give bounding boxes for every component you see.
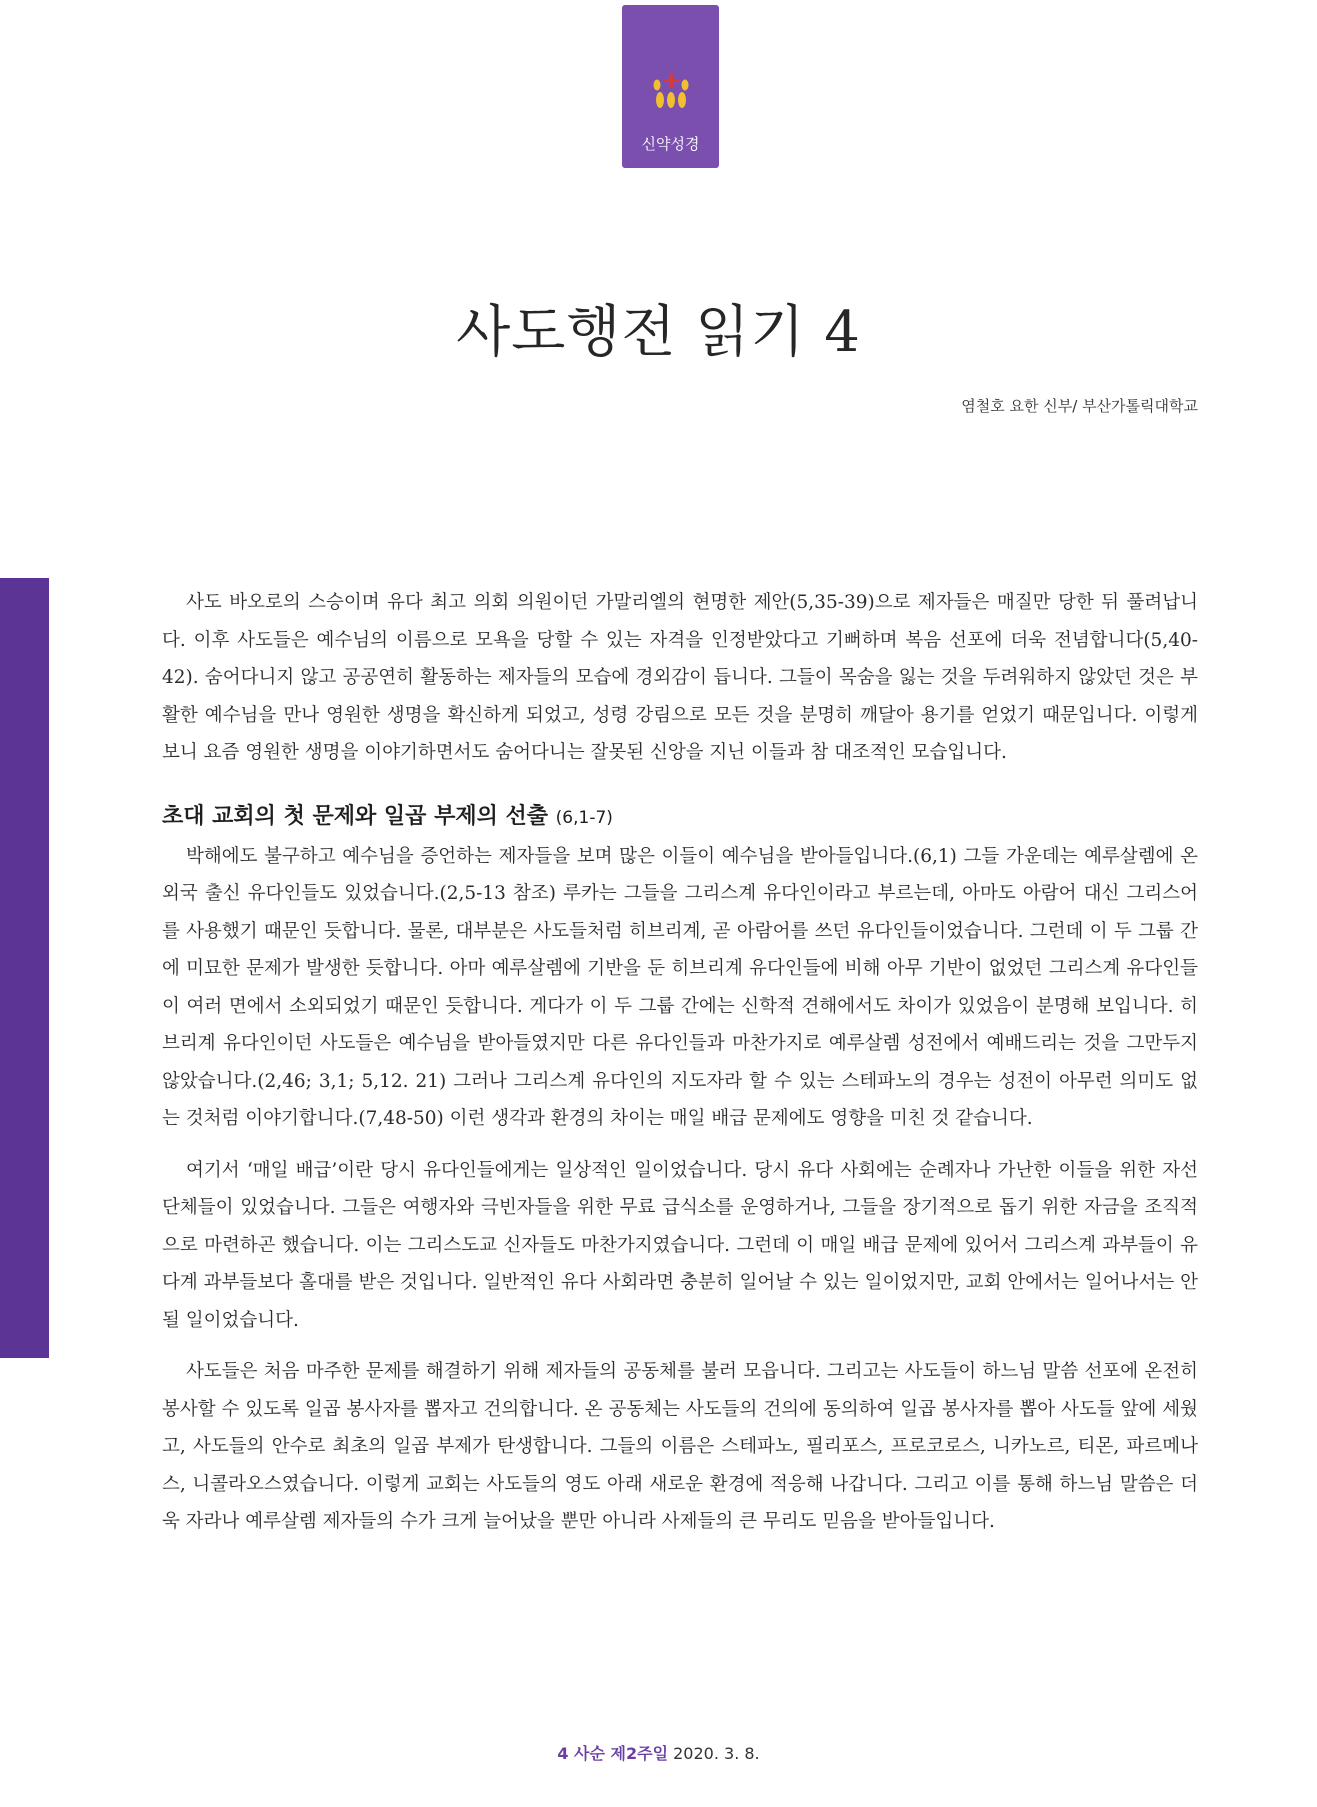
intro-paragraph: 사도 바오로의 스승이며 유다 최고 의회 의원이던 가말리엘의 현명한 제안(5,35-39)으로 제자들은 매질만 당한 뒤 풀려납니다. 이후 사도들은 예수님의 이름으로 모욕을 당할 수 있는 자격을 인정받았다고 기뻐하며 복음 선포에 더욱 전념합니다(5,40-42). 숨어다니지 않고 공공연히 활동하는 제자들의 모습에 경외감이 듭니다. 그들이 목숨을 잃는 것을 두려워하지 않았던 것은 부활한 예수님을 만나 영원한 생명을 확신하게 되었고, 성령 강림으로 모든 것을 분명히 깨달아 용기를 얻었기 때문입니다. 이렇게 보니 요즘 영원한 생명을 이야기하면서도 숨어다니는 잘못된 신앙을 지닌 이들과 참 대조적인 모습입니다. [162, 592, 1198, 763]
section-heading-text: 초대 교회의 첫 문제와 일곱 부제의 선출 [162, 803, 548, 829]
article-body [162, 584, 1198, 1555]
section-heading-ref: (6,1-7) [555, 807, 613, 828]
section-heading [162, 799, 1198, 836]
article-author: 염철호 요한 신부/ 부산가톨릭대학교 [961, 397, 1198, 415]
section-tab [622, 5, 719, 168]
page-footer [0, 1741, 1317, 1764]
bible-logo-icon [651, 71, 691, 119]
body-paragraph: 박해에도 불구하고 예수님을 증언하는 제자들을 보며 많은 이들이 예수님을 받아들입니다.(6,1) 그들 가운데는 예루살렘에 온 외국 출신 유다인들도 있었습니다.(2,5-13 참조) 루카는 그들을 그리스계 유다인이라고 부르는데, 아마도 아람어 대신 그리스어를 사용했기 때문인 듯합니다. 물론, 대부분은 사도들처럼 히브리계, 곧 아람어를 쓰던 유다인들이었습니다. 그런데 이 두 그룹 간에 미묘한 문제가 발생한 듯합니다. 아마 예루살렘에 기반을 둔 히브리계 유다인들에 비해 아무 기반이 없었던 그리스계 유다인들이 여러 면에서 소외되었기 때문인 듯합니다. 게다가 이 두 그룹 간에는 신학적 견해에서도 차이가 있었음이 분명해 보입니다. 히브리계 유다인이던 사도들은 예수님을 받아들였지만 다른 유다인들과 마찬가지로 예루살렘 성전에서 예배드리는 것을 그만두지 않았습니다.(2,46; 3,1; 5,12. 21) 그러나 그리스계 유다인의 지도자라 할 수 있는 스테파노의 경우는 성전이 아무런 의미도 없는 것처럼 이야기합니다.(7,48-50) 이런 생각과 환경의 차이는 매일 배급 문제에도 영향을 미친 것 같습니다. [162, 845, 1198, 1129]
footer-issue: 4 사순 제2주일 [557, 1744, 669, 1763]
body-paragraph: 여기서 ‘매일 배급’이란 당시 유다인들에게는 일상적인 일이었습니다. 당시 유다 사회에는 순례자나 가난한 이들을 위한 자선 단체들이 있었습니다. 그들은 여행자와 극빈자들을 위한 무료 급식소를 운영하거나, 그들을 장기적으로 돕기 위한 자금을 조직적으로 마련하곤 했습니다. 이는 그리스도교 신자들도 마찬가지였습니다. 그런데 이 매일 배급 문제에 있어서 그리스계 과부들이 유다계 과부들보다 홀대를 받은 것입니다. 일반적인 유다 사회라면 충분히 일어날 수 있는 일이었지만, 교회 안에서는 일어나서는 안 될 일이었습니다. [162, 1159, 1198, 1331]
side-accent-bar [0, 578, 49, 1358]
article-title: 사도행전 읽기 4 [456, 300, 861, 365]
tab-label: 신약성경 [641, 135, 700, 153]
footer-date: 2020. 3. 8. [673, 1744, 760, 1763]
body-paragraph: 사도들은 처음 마주한 문제를 해결하기 위해 제자들의 공동체를 불러 모읍니다. 그리고는 사도들이 하느님 말씀 선포에 온전히 봉사할 수 있도록 일곱 봉사자를 뽑자고 건의합니다. 온 공동체는 사도들의 건의에 동의하여 일곱 봉사자를 뽑아 사도들 앞에 세웠고, 사도들의 안수로 최초의 일곱 부제가 탄생합니다. 그들의 이름은 스테파노, 필리포스, 프로코로스, 니카노르, 티몬, 파르메나스, 니콜라오스였습니다. 이렇게 교회는 사도들의 영도 아래 새로운 환경에 적응해 나갑니다. 그리고 이를 통해 하느님 말씀은 더욱 자라나 예루살렘 제자들의 수가 크게 늘어났을 뿐만 아니라 사제들의 큰 무리도 믿음을 받아들입니다. [162, 1361, 1198, 1532]
